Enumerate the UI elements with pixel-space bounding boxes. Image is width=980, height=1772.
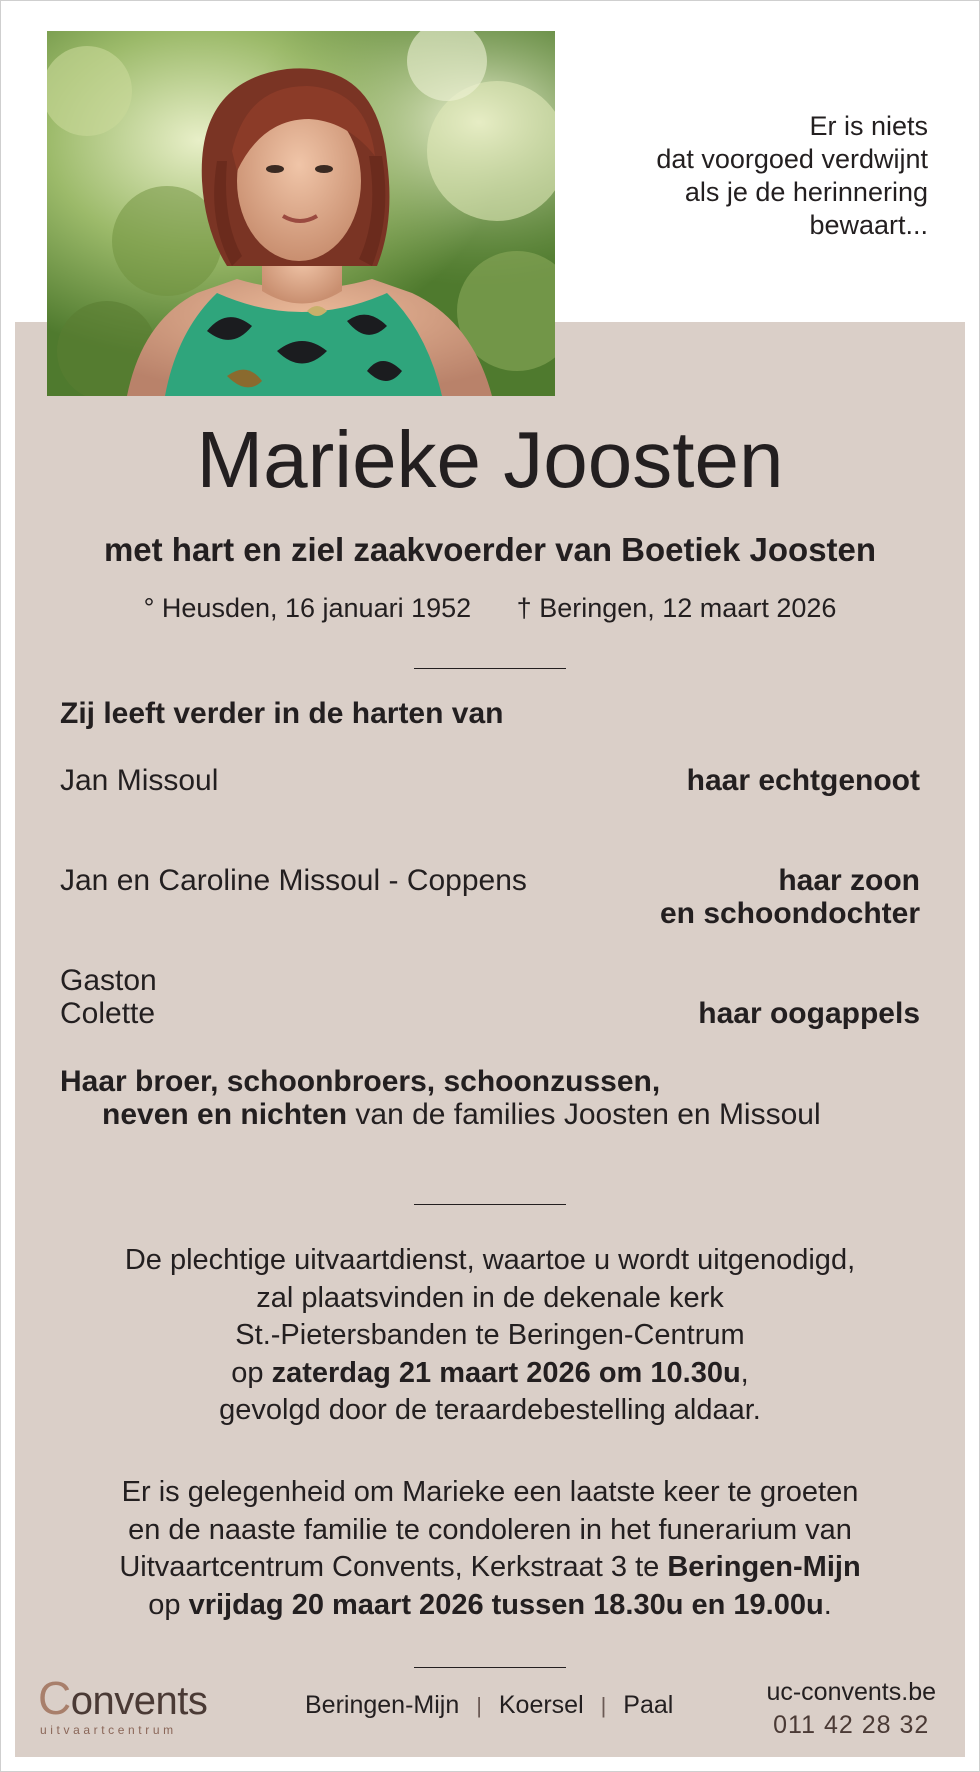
family-relation [687,764,920,797]
service-text: op [231,1356,272,1389]
phone-number: 011 42 28 32 [773,1711,930,1739]
death-date: † Beringen, 12 maart 2026 [516,593,837,623]
locations-list [305,1690,673,1721]
relation-line: haar echtgenoot [686,764,920,797]
quote-line: als je de herinnering [684,177,928,207]
website-link[interactable]: uc-convents.be [766,1678,936,1706]
extended-family-line: Haar broer, schoonbroers, schoonzussen, [60,1065,661,1098]
visitation-place: Beringen-Mijn [667,1551,861,1583]
name-line: Colette [60,997,156,1030]
quote-line: bewaart... [809,210,928,240]
name-line: Jan en Caroline Missoul - Coppens [60,864,527,897]
family-relation [660,864,920,930]
visitation-date: vrijdag 20 maart 2026 tussen 18.30u en 19.00u [188,1588,824,1621]
deceased-name: Marieke Joosten [196,415,784,504]
contact-info [766,1676,936,1742]
family-member-name [60,964,157,1030]
service-line: zal plaatsvinden in de dekenale kerk [256,1281,724,1314]
extended-family-bold: neven en nichten [102,1098,348,1131]
visitation-text: . [823,1588,832,1621]
location-item: Beringen-Mijn [305,1691,460,1719]
quote-line: Er is niets [809,111,928,141]
service-text: , [740,1356,749,1389]
family-relation [698,997,920,1030]
visitation-line: Er is gelegenheid om Marieke een laatste keer te groeten [121,1476,859,1508]
logo-subtitle: uitvaartcentrum [40,1723,177,1737]
name-line: Gaston [60,964,157,997]
family-intro: Zij leeft verder in de harten van [60,697,504,730]
portrait-photo [47,31,555,396]
divider [414,1667,566,1668]
relation-line: en schoondochter [659,897,920,930]
family-member-name [60,864,527,897]
location-item: Koersel [498,1691,584,1719]
service-line: De plechtige uitvaartdienst, waartoe u wordt uitgenodigd, [124,1244,856,1276]
location-separator: | [476,1693,482,1718]
birth-date: ° Heusden, 16 januari 1952 [143,593,472,623]
service-date: zaterdag 21 maart 2026 om 10.30u [271,1356,741,1389]
visitation-date-line [0,1587,980,1625]
divider [414,668,566,669]
logo-initial: C [38,1672,71,1724]
memorial-quote [528,110,928,242]
life-dates [0,590,980,626]
logo-wordmark [38,1672,218,1724]
convents-logo [38,1672,218,1737]
service-date-line [0,1355,980,1393]
quote-line: dat voorgoed verdwijnt [656,144,928,174]
location-separator: | [600,1693,607,1718]
relation-line: haar oogappels [698,997,920,1030]
deceased-subtitle: met hart en ziel zaakvoerder van Boetiek Joosten [103,531,877,568]
relation-line: haar zoon [778,864,920,897]
name-line: Jan Missoul [60,764,219,797]
service-line: St.-Pietersbanden te Beringen-Centrum [235,1319,745,1351]
visitation-info [0,1474,980,1624]
divider [414,1204,566,1205]
funeral-service-info [0,1242,980,1430]
visitation-line: en de naaste familie te condoleren in het funerarium van [128,1513,852,1546]
visitation-text: Uitvaartcentrum Convents, Kerkstraat 3 te [119,1551,668,1583]
extended-family [60,1065,920,1131]
family-member-name [60,764,218,797]
extended-family-rest: van de families Joosten en Missoul [347,1098,821,1131]
visitation-text: op [148,1588,189,1621]
logo-rest: onvents [70,1679,208,1723]
location-item: Paal [623,1691,674,1719]
visitation-place-line [0,1549,980,1587]
service-line: gevolgd door de teraardebestelling aldaar. [219,1394,761,1426]
extended-family-line [60,1098,920,1131]
